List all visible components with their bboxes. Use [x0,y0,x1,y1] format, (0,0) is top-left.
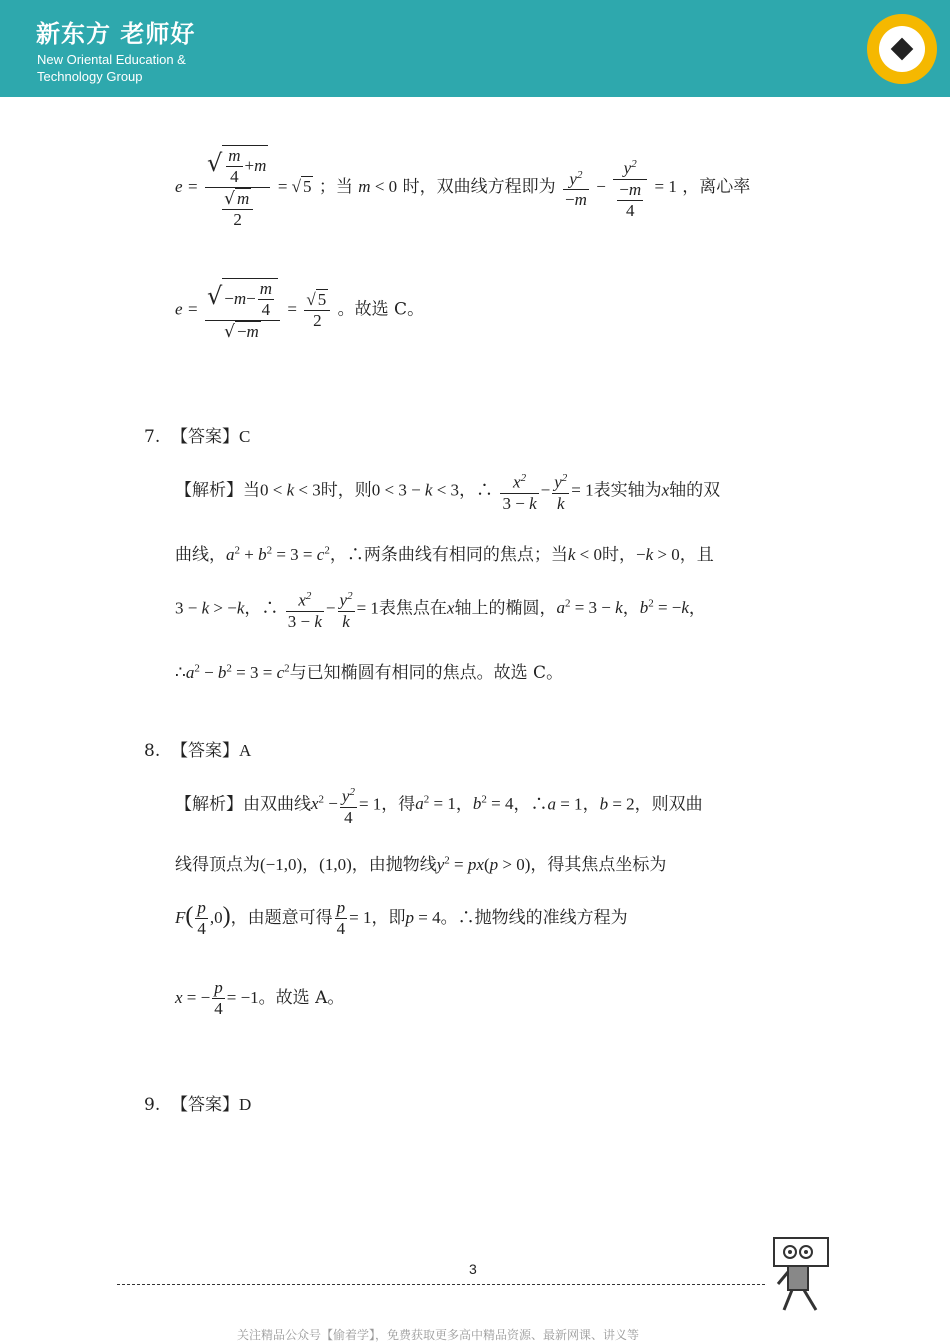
eccentricity-fraction: √ $\frac{m}{4}$ +m $\frac{√ m}{2}$ [205,145,270,230]
brand-en-line1: New Oriental Education & [37,52,186,67]
solution6-line2: e = √ −m− $\frac{m}{4}$ √ −m = $\frac{√ 5}{2}$ 。故选 C。 [175,279,425,342]
q8-analysis-line3: F( $\frac{p}{4}$ ,0)，由题意可得 $\frac{p}{4}$ = 1，即p = 4。∴抛物线的准线方程为 [175,898,628,938]
question-9-header: 9. 【答案】D [144,1095,252,1115]
mascot-icon [770,1232,832,1314]
brand-name-en [37,51,237,85]
solution6-line1: e = √ $\frac{m}{4}$ +m $\frac{√ m}{2}$ = √ 5 ；当 m < 0 时，双曲线方程即为 $\frac{y^2}{-m}$ − $\frac{y^2}{\frac{-m}{4}}$ = 1 ，离心率 [175,146,751,229]
logo-icon [867,14,937,84]
q8-analysis-line2: 线得顶点为(−1,0)，(1,0)，由抛物线$y^2 = px(p > 0)$，得其焦点坐标为 [175,854,667,875]
q8-analysis-line4: x = − $\frac{p}{4}$ = −1。故选 A。 [175,978,345,1018]
brand-name-cn: 新东方 老师好 [36,20,196,48]
q7-analysis-line3: 3 − k > −k，∴ $\frac{x^2}{3 - k}$ − $\frac{y^2}{k}$ = 1表焦点在x轴上的椭圆，$a^2 = 3 - k$，$b^2 = -k$， [175,586,706,632]
q8-analysis-line1: 【解析】由双曲线$x^2$ − $\frac{y^2}{4}$ = 1，得$a^2 = 1$，$b^2 = 4$，∴a = 1，b = 2，则双曲 [175,782,703,828]
q7-analysis-line4: $\therefore a^2 - b^2 = 3 = c^2$与已知椭圆有相同的焦点。故选 C。 [175,662,564,683]
q7-analysis-line2: 曲线，$a^2 + b^2 = 3 = c^2$，∴两条曲线有相同的焦点；当k < 0时，−k > 0，且 [175,544,714,565]
brand-en-line2: Technology Group [37,69,143,84]
question-8-header: 8. 【答案】A [144,741,252,761]
header-banner [0,0,950,97]
footer-divider [117,1284,765,1285]
q7-analysis-line1: 【解析】当0 < k < 3时，则0 < 3 − k < 3，∴ $\frac{x^2}{3 - k}$ − $\frac{y^2}{k}$ = 1表实轴为x轴的双 [175,468,720,514]
question-7-header: 7. 【答案】C [144,427,251,447]
footer-note: 关注精品公众号【偷着学】，免费获取更多高中精品资源、最新网课、讲义等 [237,1328,640,1342]
page-number: 3 [469,1261,477,1277]
